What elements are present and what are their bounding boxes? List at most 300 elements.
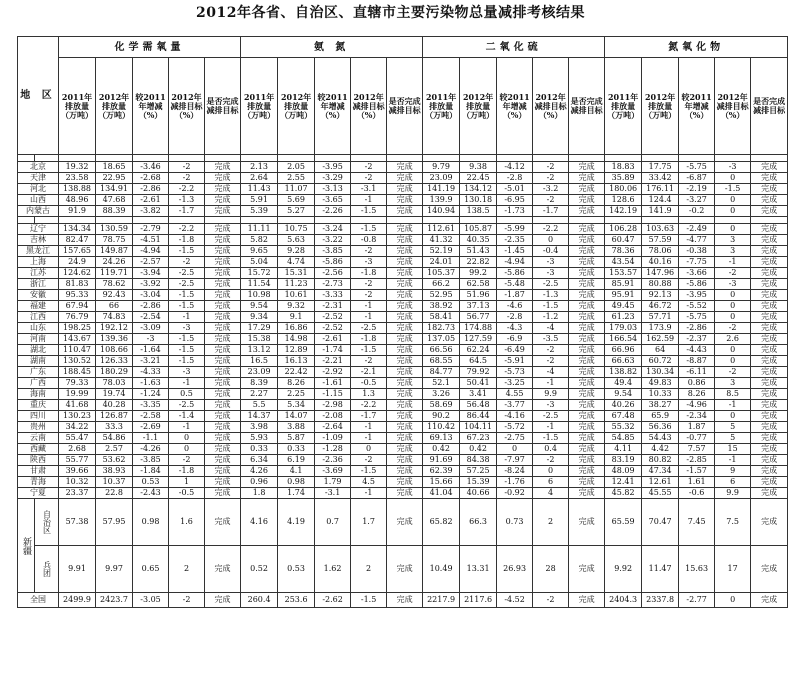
value-cell: -3 [715, 279, 751, 290]
value-cell: 108.66 [96, 345, 133, 356]
value-cell: -2.86 [679, 323, 715, 334]
value-cell: 53.62 [96, 455, 133, 466]
value-cell: 完成 [569, 433, 605, 444]
value-cell: 0 [715, 593, 751, 608]
value-cell: 4.16 [241, 499, 278, 546]
value-cell: 完成 [205, 488, 241, 499]
value-cell: 56.48 [460, 400, 497, 411]
value-cell: -3 [351, 257, 387, 268]
spacer-cell [387, 155, 423, 162]
value-cell: -2 [169, 593, 205, 608]
value-cell: 5 [715, 422, 751, 433]
value-cell: 完成 [569, 301, 605, 312]
value-cell: 6 [533, 477, 569, 488]
value-cell: -1 [533, 422, 569, 433]
value-cell: 完成 [569, 345, 605, 356]
value-cell: 完成 [387, 312, 423, 323]
subheader-g0-c4: 是否完成减排目标 [205, 58, 241, 155]
province-label: 辽宁 [18, 224, 59, 235]
value-cell: 完成 [751, 499, 788, 546]
value-cell: 55.47 [59, 433, 96, 444]
value-cell: 完成 [205, 235, 241, 246]
value-cell: -1.5 [169, 345, 205, 356]
value-cell: 67.94 [59, 301, 96, 312]
value-cell: 5.5 [241, 400, 278, 411]
value-cell: 5 [715, 433, 751, 444]
value-cell: 完成 [751, 268, 788, 279]
spacer-cell [497, 217, 533, 224]
spacer-cell [96, 155, 133, 162]
value-cell: -4.16 [497, 411, 533, 422]
value-cell: -2 [533, 173, 569, 184]
value-cell: 6 [715, 477, 751, 488]
value-cell: 198.25 [59, 323, 96, 334]
value-cell: -2.31 [315, 301, 351, 312]
value-cell: 16.86 [278, 323, 315, 334]
value-cell: 10.49 [423, 546, 460, 593]
group-header-so2: 二氧化硫 [423, 37, 605, 58]
value-cell: 91.9 [59, 206, 96, 217]
value-cell: -1.3 [169, 195, 205, 206]
province-label: 广东 [18, 367, 59, 378]
value-cell: -2 [533, 195, 569, 206]
value-cell: 140.94 [423, 206, 460, 217]
value-cell: 1.3 [351, 389, 387, 400]
province-label: 青海 [18, 477, 59, 488]
value-cell: 41.68 [59, 400, 96, 411]
value-cell: 1.61 [679, 477, 715, 488]
value-cell: -1.5 [351, 345, 387, 356]
value-cell: 12.41 [605, 477, 642, 488]
value-cell: 173.9 [642, 323, 679, 334]
value-cell: 13.12 [241, 345, 278, 356]
value-cell: -5.52 [679, 301, 715, 312]
spacer-cell [679, 217, 715, 224]
value-cell: 166.54 [605, 334, 642, 345]
value-cell: 16.13 [278, 356, 315, 367]
value-cell: -2.57 [133, 257, 169, 268]
value-cell: 0 [715, 290, 751, 301]
value-cell: -3.66 [679, 268, 715, 279]
value-cell: 119.71 [96, 268, 133, 279]
value-cell: 62.58 [460, 279, 497, 290]
value-cell: 完成 [205, 444, 241, 455]
value-cell: 19.32 [59, 162, 96, 173]
value-cell: 130.52 [59, 356, 96, 367]
value-cell: 2217.9 [423, 593, 460, 608]
value-cell: 138.88 [59, 184, 96, 195]
subheader-g0-c1: 2012年排放量（万吨） [96, 58, 133, 155]
value-cell: 完成 [205, 206, 241, 217]
value-cell: -3.27 [679, 195, 715, 206]
province-label: 湖北 [18, 345, 59, 356]
value-cell: 完成 [569, 499, 605, 546]
spacer-cell [18, 155, 35, 162]
value-cell: 3 [715, 378, 751, 389]
spacer-cell [533, 155, 569, 162]
table-row [18, 477, 788, 488]
value-cell: 12.89 [278, 345, 315, 356]
table-row [18, 235, 788, 246]
value-cell: -2.62 [315, 593, 351, 608]
value-cell: 81.83 [59, 279, 96, 290]
subheader-g1-c2: 较2011年增减（%） [315, 58, 351, 155]
value-cell: 0.65 [133, 546, 169, 593]
value-cell: -2 [715, 268, 751, 279]
value-cell: 完成 [569, 173, 605, 184]
value-cell: 2 [169, 546, 205, 593]
value-cell: -2.86 [133, 301, 169, 312]
value-cell: 完成 [205, 433, 241, 444]
value-cell: -2 [715, 323, 751, 334]
value-cell: 4.11 [605, 444, 642, 455]
subheader-g3-c2: 较2011年增减（%） [679, 58, 715, 155]
table-row [18, 323, 788, 334]
group-header-cod: 化学需氧量 [59, 37, 241, 58]
province-label: 安徽 [18, 290, 59, 301]
value-cell: 19.74 [96, 389, 133, 400]
value-cell: 88.39 [96, 206, 133, 217]
value-cell: 完成 [387, 499, 423, 546]
value-cell: -3.69 [315, 466, 351, 477]
value-cell: -4.94 [497, 257, 533, 268]
value-cell: -3.35 [133, 400, 169, 411]
value-cell: 2.68 [59, 444, 96, 455]
value-cell: 16.5 [241, 356, 278, 367]
value-cell: 完成 [205, 323, 241, 334]
value-cell: -6.11 [679, 367, 715, 378]
spacer-cell [59, 155, 96, 162]
table-row [18, 546, 788, 593]
value-cell: -0.8 [351, 235, 387, 246]
value-cell: 8.26 [278, 378, 315, 389]
value-cell: -3.04 [133, 290, 169, 301]
value-cell: 82.47 [59, 235, 96, 246]
value-cell: 完成 [387, 466, 423, 477]
value-cell: 57.95 [96, 499, 133, 546]
value-cell: 22.8 [96, 488, 133, 499]
value-cell: -0.5 [351, 378, 387, 389]
value-cell: 2 [351, 546, 387, 593]
value-cell: 完成 [569, 466, 605, 477]
value-cell: -3.22 [315, 235, 351, 246]
value-cell: 完成 [387, 593, 423, 608]
province-label: 黑龙江 [18, 246, 59, 257]
value-cell: 5.34 [278, 400, 315, 411]
value-cell: 35.89 [605, 173, 642, 184]
value-cell: 9.9 [533, 389, 569, 400]
spacer-cell [278, 217, 315, 224]
value-cell: 18.65 [96, 162, 133, 173]
value-cell: 完成 [387, 356, 423, 367]
value-cell: 完成 [205, 455, 241, 466]
value-cell: -2 [351, 290, 387, 301]
value-cell: -3.25 [497, 378, 533, 389]
value-cell: -6.87 [679, 173, 715, 184]
value-cell: 74.83 [96, 312, 133, 323]
value-cell: -2.68 [133, 173, 169, 184]
value-cell: 9.34 [241, 312, 278, 323]
spacer-cell [679, 155, 715, 162]
value-cell: -3.95 [679, 290, 715, 301]
value-cell: -4.26 [133, 444, 169, 455]
value-cell: 138.82 [605, 367, 642, 378]
table-row [18, 466, 788, 477]
value-cell: 完成 [751, 195, 788, 206]
value-cell: 0 [715, 345, 751, 356]
value-cell: 2337.8 [642, 593, 679, 608]
value-cell: -0.4 [533, 246, 569, 257]
value-cell: 完成 [205, 378, 241, 389]
value-cell: 0.96 [241, 477, 278, 488]
value-cell: 26.93 [497, 546, 533, 593]
value-cell: -2 [169, 173, 205, 184]
value-cell: 完成 [751, 323, 788, 334]
value-cell: 完成 [387, 546, 423, 593]
value-cell: 0.53 [278, 546, 315, 593]
value-cell: 5.39 [241, 206, 278, 217]
value-cell: 15.31 [278, 268, 315, 279]
value-cell: 9.1 [278, 312, 315, 323]
value-cell: 2404.3 [605, 593, 642, 608]
value-cell: 37.13 [460, 301, 497, 312]
value-cell: 180.29 [96, 367, 133, 378]
value-cell: -2.26 [315, 206, 351, 217]
value-cell: 62.39 [423, 466, 460, 477]
value-cell: 3 [715, 235, 751, 246]
value-cell: 完成 [205, 173, 241, 184]
region-header: 地 区 [18, 37, 59, 155]
spacer-cell [642, 217, 679, 224]
emissions-table [17, 36, 788, 608]
value-cell: 完成 [569, 184, 605, 195]
value-cell: 完成 [205, 499, 241, 546]
value-cell: 143.67 [59, 334, 96, 345]
value-cell: 48.09 [605, 466, 642, 477]
value-cell: -0.77 [679, 433, 715, 444]
value-cell: -6.95 [497, 195, 533, 206]
value-cell: 完成 [205, 356, 241, 367]
value-cell: 51.96 [460, 290, 497, 301]
value-cell: 完成 [205, 345, 241, 356]
value-cell: -3.94 [133, 268, 169, 279]
value-cell: -3 [715, 162, 751, 173]
spacer-cell [59, 217, 96, 224]
value-cell: 0.33 [241, 444, 278, 455]
value-cell: 38.27 [642, 400, 679, 411]
value-cell: 147.96 [642, 268, 679, 279]
value-cell: 2.64 [241, 173, 278, 184]
value-cell: -2 [351, 455, 387, 466]
value-cell: 0 [715, 173, 751, 184]
value-cell: 完成 [387, 367, 423, 378]
value-cell: -2.37 [679, 334, 715, 345]
value-cell: 141.19 [423, 184, 460, 195]
value-cell: 23.09 [423, 173, 460, 184]
value-cell: 完成 [751, 455, 788, 466]
spacer-cell [533, 217, 569, 224]
province-label: 北京 [18, 162, 59, 173]
value-cell: 67.23 [460, 433, 497, 444]
value-cell: 0 [351, 444, 387, 455]
value-cell: 完成 [751, 356, 788, 367]
value-cell: 182.73 [423, 323, 460, 334]
value-cell: 1.79 [315, 477, 351, 488]
value-cell: -1.5 [169, 356, 205, 367]
spacer-cell [315, 217, 351, 224]
value-cell: 40.35 [460, 235, 497, 246]
value-cell: 完成 [751, 593, 788, 608]
value-cell: 完成 [387, 345, 423, 356]
value-cell: 130.18 [460, 195, 497, 206]
table-row [18, 257, 788, 268]
value-cell: 95.33 [59, 290, 96, 301]
value-cell: 112.61 [423, 224, 460, 235]
value-cell: 11.43 [241, 184, 278, 195]
value-cell: -1.5 [169, 246, 205, 257]
value-cell: 55.77 [59, 455, 96, 466]
value-cell: 17.75 [642, 162, 679, 173]
value-cell: -2.73 [315, 279, 351, 290]
value-cell: 完成 [387, 389, 423, 400]
value-cell: 8.26 [679, 389, 715, 400]
spacer-cell [497, 155, 533, 162]
value-cell: 110.47 [59, 345, 96, 356]
value-cell: 66 [96, 301, 133, 312]
value-cell: -2.5 [351, 323, 387, 334]
subheader-g2-c1: 2012年排放量（万吨） [460, 58, 497, 155]
page-title: 2012年各省、自治区、直辖市主要污染物总量减排考核结果 [196, 5, 585, 21]
value-cell: 完成 [387, 195, 423, 206]
value-cell: 完成 [205, 195, 241, 206]
value-cell: 11.11 [241, 224, 278, 235]
value-cell: 5.93 [241, 433, 278, 444]
value-cell: 完成 [387, 257, 423, 268]
value-cell: -2 [533, 455, 569, 466]
value-cell: 15.72 [241, 268, 278, 279]
value-cell: 15.38 [241, 334, 278, 345]
value-cell: -6.9 [497, 334, 533, 345]
value-cell: 完成 [569, 290, 605, 301]
sub-region-label: 自治区 [35, 499, 59, 546]
value-cell: 完成 [569, 206, 605, 217]
value-cell: 0.98 [278, 477, 315, 488]
value-cell: 9.79 [423, 162, 460, 173]
value-cell: 9.28 [278, 246, 315, 257]
value-cell: 完成 [751, 466, 788, 477]
value-cell: -3.46 [133, 162, 169, 173]
value-cell: -2.8 [497, 312, 533, 323]
value-cell: 完成 [751, 184, 788, 195]
value-cell: 完成 [751, 235, 788, 246]
value-cell: 完成 [751, 433, 788, 444]
value-cell: 84.77 [423, 367, 460, 378]
value-cell: 完成 [569, 235, 605, 246]
value-cell: 11.47 [642, 546, 679, 593]
value-cell: -4 [533, 367, 569, 378]
spacer-cell [241, 217, 278, 224]
value-cell: 完成 [569, 546, 605, 593]
value-cell: 62.24 [460, 345, 497, 356]
value-cell: -1.5 [715, 184, 751, 195]
value-cell: 66.96 [605, 345, 642, 356]
province-label: 甘肃 [18, 466, 59, 477]
province-label: 四川 [18, 411, 59, 422]
value-cell: -2.69 [133, 422, 169, 433]
value-cell: 0 [715, 312, 751, 323]
value-cell: 11.23 [278, 279, 315, 290]
value-cell: -5.01 [497, 184, 533, 195]
value-cell: 完成 [387, 422, 423, 433]
value-cell: 12.61 [642, 477, 679, 488]
value-cell: 完成 [205, 546, 241, 593]
value-cell: -1.61 [315, 378, 351, 389]
value-cell: -2.5 [533, 279, 569, 290]
value-cell: -4.94 [133, 246, 169, 257]
value-cell: 0 [497, 444, 533, 455]
province-label: 全国 [18, 593, 59, 608]
subheader-g2-c0: 2011年排放量（万吨） [423, 58, 460, 155]
value-cell: 完成 [387, 444, 423, 455]
value-cell: 15.66 [423, 477, 460, 488]
subheader-g2-c2: 较2011年增减（%） [497, 58, 533, 155]
value-cell: 43.54 [605, 257, 642, 268]
value-cell: -5.99 [497, 224, 533, 235]
value-cell: 126.87 [96, 411, 133, 422]
value-cell: -1 [351, 312, 387, 323]
value-cell: 149.87 [96, 246, 133, 257]
value-cell: 103.63 [642, 224, 679, 235]
value-cell: 完成 [751, 422, 788, 433]
value-cell: 完成 [205, 411, 241, 422]
value-cell: -2 [169, 257, 205, 268]
value-cell: 47.68 [96, 195, 133, 206]
value-cell: 22.95 [96, 173, 133, 184]
value-cell: 2.27 [241, 389, 278, 400]
table-row [18, 367, 788, 378]
value-cell: 15.63 [679, 546, 715, 593]
value-cell: 33.42 [642, 173, 679, 184]
table-row [18, 268, 788, 279]
value-cell: 56.36 [642, 422, 679, 433]
value-cell: 完成 [751, 389, 788, 400]
value-cell: -1 [351, 433, 387, 444]
value-cell: 完成 [751, 345, 788, 356]
value-cell: -1 [533, 378, 569, 389]
value-cell: -1 [351, 301, 387, 312]
value-cell: -0.5 [169, 488, 205, 499]
value-cell: 52.19 [423, 246, 460, 257]
value-cell: 完成 [569, 422, 605, 433]
value-cell: 45.55 [642, 488, 679, 499]
value-cell: 0.98 [133, 499, 169, 546]
value-cell: 24.9 [59, 257, 96, 268]
value-cell: 完成 [569, 224, 605, 235]
value-cell: -1.09 [315, 433, 351, 444]
value-cell: -2 [351, 162, 387, 173]
table-row [18, 224, 788, 235]
spacer-cell [751, 217, 788, 224]
value-cell: -2.5 [169, 268, 205, 279]
value-cell: 22.82 [460, 257, 497, 268]
value-cell: -2.1 [351, 367, 387, 378]
value-cell: 完成 [205, 422, 241, 433]
value-cell: 完成 [205, 224, 241, 235]
value-cell: 完成 [387, 206, 423, 217]
value-cell: 10.32 [59, 477, 96, 488]
value-cell: -4 [533, 323, 569, 334]
value-cell: 0 [533, 235, 569, 246]
